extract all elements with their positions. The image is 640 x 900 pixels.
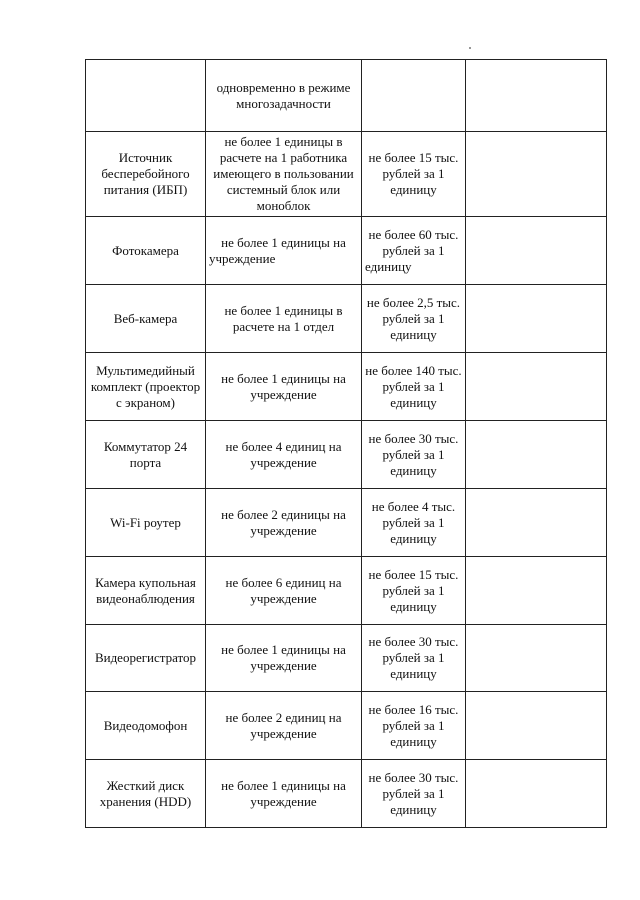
note-cell [466,60,607,132]
note-cell [466,692,607,760]
item-cell: Фотокамера [86,217,206,285]
quantity-cell: не более 2 единицы на учреждение [206,489,362,557]
table-row [86,217,607,285]
item-cell: Камера купольная видеонаблюдения [86,557,206,625]
price-cell: не более 4 тыс. рублей за 1 единицу [362,489,466,557]
table-row [86,557,607,625]
table-row [86,760,607,828]
price-cell: не более 140 тыс. рублей за 1 единицу [362,353,466,421]
equipment-norms-table [85,59,607,828]
price-cell: не более 16 тыс. рублей за 1 единицу [362,692,466,760]
table-row [86,489,607,557]
item-cell: Источник бесперебойного питания (ИБП) [86,132,206,217]
note-cell [466,217,607,285]
item-cell [86,60,206,132]
quantity-cell: не более 1 единицы в расчете на 1 работника имеющего в пользовании системный блок или моноблок [206,132,362,217]
quantity-cell: не более 1 единицы на учреждение [206,760,362,828]
note-cell [466,132,607,217]
quantity-cell: не более 1 единицы на учреждение [206,625,362,692]
item-cell: Коммутатор 24 порта [86,421,206,489]
table-row [86,692,607,760]
note-cell [466,421,607,489]
price-cell: не более 30 тыс. рублей за 1 единицу [362,421,466,489]
item-cell: Wi-Fi роутер [86,489,206,557]
price-cell: не более 15 тыс. рублей за 1 единицу [362,132,466,217]
table-row [86,285,607,353]
quantity-cell: не более 1 единицы на учреждение [206,217,362,285]
item-cell: Жесткий диск хранения (HDD) [86,760,206,828]
quantity-cell: не более 1 единицы на учреждение [206,353,362,421]
item-cell: Веб-камера [86,285,206,353]
table-row [86,625,607,692]
price-cell: не более 15 тыс. рублей за 1 единицу [362,557,466,625]
quantity-cell: не более 6 единиц на учреждение [206,557,362,625]
scan-speck [469,47,471,49]
price-cell: не более 30 тыс. рублей за 1 единицу [362,760,466,828]
price-cell: не более 2,5 тыс. рублей за 1 единицу [362,285,466,353]
table-row [86,353,607,421]
price-cell: не более 30 тыс. рублей за 1 единицу [362,625,466,692]
note-cell [466,760,607,828]
price-cell [362,60,466,132]
table-row [86,132,607,217]
table-row [86,60,607,132]
note-cell [466,625,607,692]
item-cell: Видеорегистратор [86,625,206,692]
note-cell [466,353,607,421]
note-cell [466,557,607,625]
quantity-cell: одновременно в режиме многозадачности [206,60,362,132]
price-cell: не более 60 тыс. рублей за 1 единицу [362,217,466,285]
quantity-cell: не более 1 единицы в расчете на 1 отдел [206,285,362,353]
quantity-cell: не более 4 единиц на учреждение [206,421,362,489]
quantity-cell: не более 2 единиц на учреждение [206,692,362,760]
note-cell [466,489,607,557]
note-cell [466,285,607,353]
item-cell: Видеодомофон [86,692,206,760]
table-row [86,421,607,489]
item-cell: Мультимедийный комплект (проектор с экраном) [86,353,206,421]
